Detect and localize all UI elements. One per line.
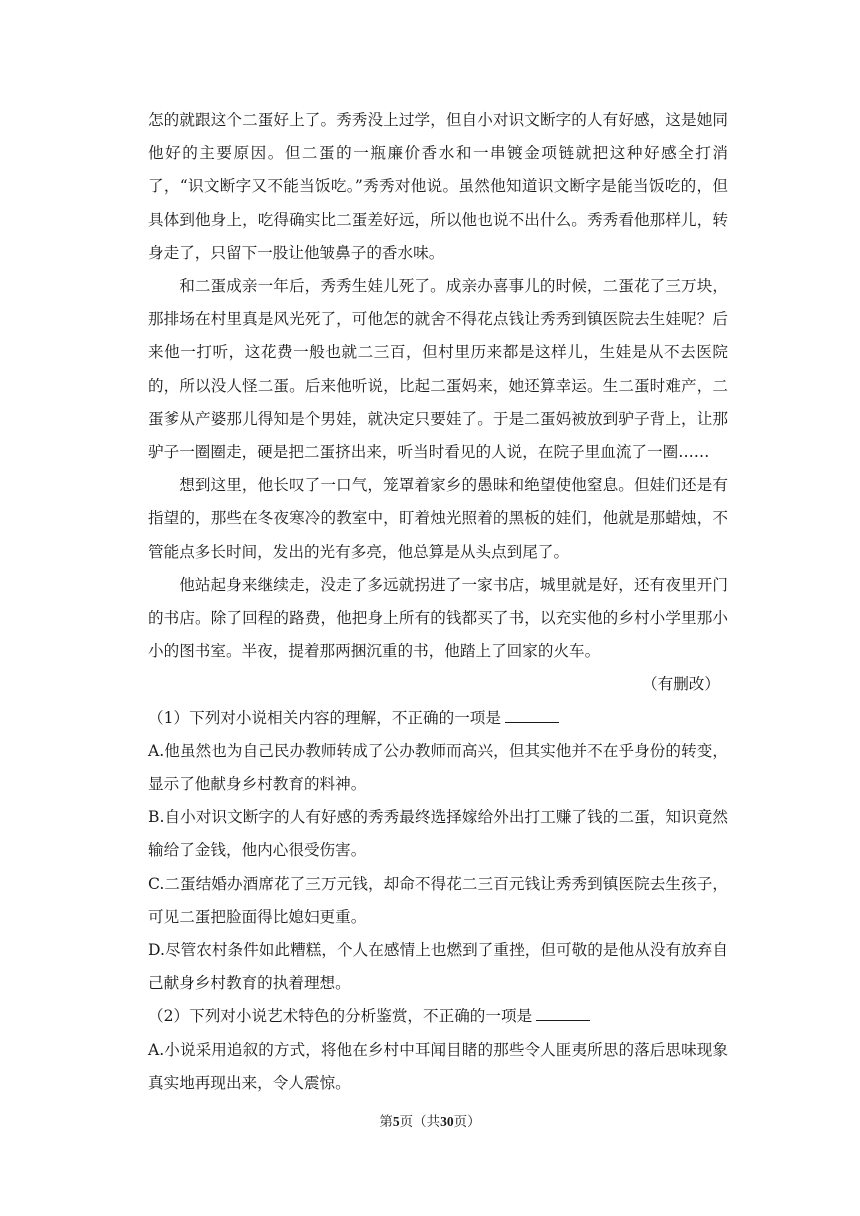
answer-blank-2[interactable]	[536, 1006, 590, 1021]
paragraph-4: 他站起身来继续走，没走了多远就拐进了一家书店，城里就是好，还有夜里开门的书店。除了回程的路费，他把身上所有的钱都买了书，以充实他的乡村小学里那小小的图书室。半夜，提着那两捆沉重的书，他踏上了回家的火车。	[148, 575, 728, 661]
question-1-option-a: A.他虽然也为自己民办教师转成了公办教师而高兴，但其实他并不在乎身份的转变，显示了他献身乡村教育的料神。	[148, 741, 728, 794]
question-2-option-a: A.小说采用追叙的方式，将他在乡村中耳闻目睹的那些令人匪夷所思的落后思味现象真实地再现出来，令人震惊。	[148, 1040, 728, 1092]
answer-blank-1[interactable]	[505, 708, 559, 723]
question-1-option-b: B.自小对识文断字的人有好感的秀秀最终选择嫁给外出打工赚了钱的二蛋，知识竟然输给了金钱，他内心很受伤害。	[148, 808, 728, 860]
footer-suffix: 页）	[453, 1114, 481, 1130]
question-1-option-d: D.尽管农村条件如此糟糕，个人在感情上也燃到了重挫，但可敬的是他从没有放弃自己献身乡村教育的执着理想。	[148, 941, 728, 993]
question-2-stem	[148, 1000, 728, 1033]
footer-page-number: 5	[392, 1114, 400, 1129]
paragraph-1: 怎的就跟这个二蛋好上了。秀秀没上过学，但自小对识文断字的人有好感，这是她同他好的主要原因。但二蛋的一瓶廉价香水和一串镀金项链就把这种好感全打消了，“识文断字又不能当饭吃。”秀秀对他说。虽然他知道识文断字是能当饭吃的，但具体到他身上，吃得确实比二蛋差好远，所以他也说不出什么。秀秀看他那样儿，转身走了，只留下一股让他皱鼻子的香水味。	[148, 111, 728, 262]
source-note: （有删改）	[642, 675, 720, 694]
paragraph-3: 想到这里，他长叹了一口气，笼罩着家乡的愚昧和绝望使他窒息。但娃们还是有指望的，那些在冬夜寒冷的教室中，盯着烛光照着的黑板的娃们，他就是那蜡烛，不管能点多长时间，发出的光有多亮，他总算是从头点到尾了。	[148, 476, 728, 561]
question-1-stem	[148, 702, 728, 735]
question-1-stem-text: （1）下列对小说相关内容的理解，不正确的一项是	[148, 708, 501, 727]
footer-prefix: 第	[379, 1114, 393, 1130]
question-1-option-c: C.二蛋结婚办酒席花了三万元钱，却命不得花二三百元钱让秀秀到镇医院去生孩子，可见二蛋把脸面得比媳妇更重。	[148, 874, 728, 926]
page-footer	[0, 1110, 860, 1130]
footer-mid: 页（共	[399, 1114, 441, 1130]
footer-total-pages: 30	[440, 1114, 454, 1129]
question-2-stem-text: （2）下列对小说艺术特色的分析鉴赏，不正确的一项是	[148, 1007, 533, 1026]
paragraph-2: 和二蛋成亲一年后，秀秀生娃儿死了。成亲办喜事儿的时候，二蛋花了三万块，那排场在村里真是风光死了，可他怎的就舍不得花点钱让秀秀到镇医院去生娃呢？后来他一打听，这花费一般也就二三百，但村里历来都是这样儿，生娃是从不去医院的，所以没人怪二蛋。后来他听说，比起二蛋妈来，她还算幸运。生二蛋时难产，二蛋爹从产婆那儿得知是个男娃，就决定只要娃了。于是二蛋妈被放到驴子背上，让那驴子一圈圈走，硬是把二蛋挤出来，听当时看见的人说，在院子里血流了一圈……	[148, 277, 728, 462]
page-content	[148, 104, 728, 1100]
